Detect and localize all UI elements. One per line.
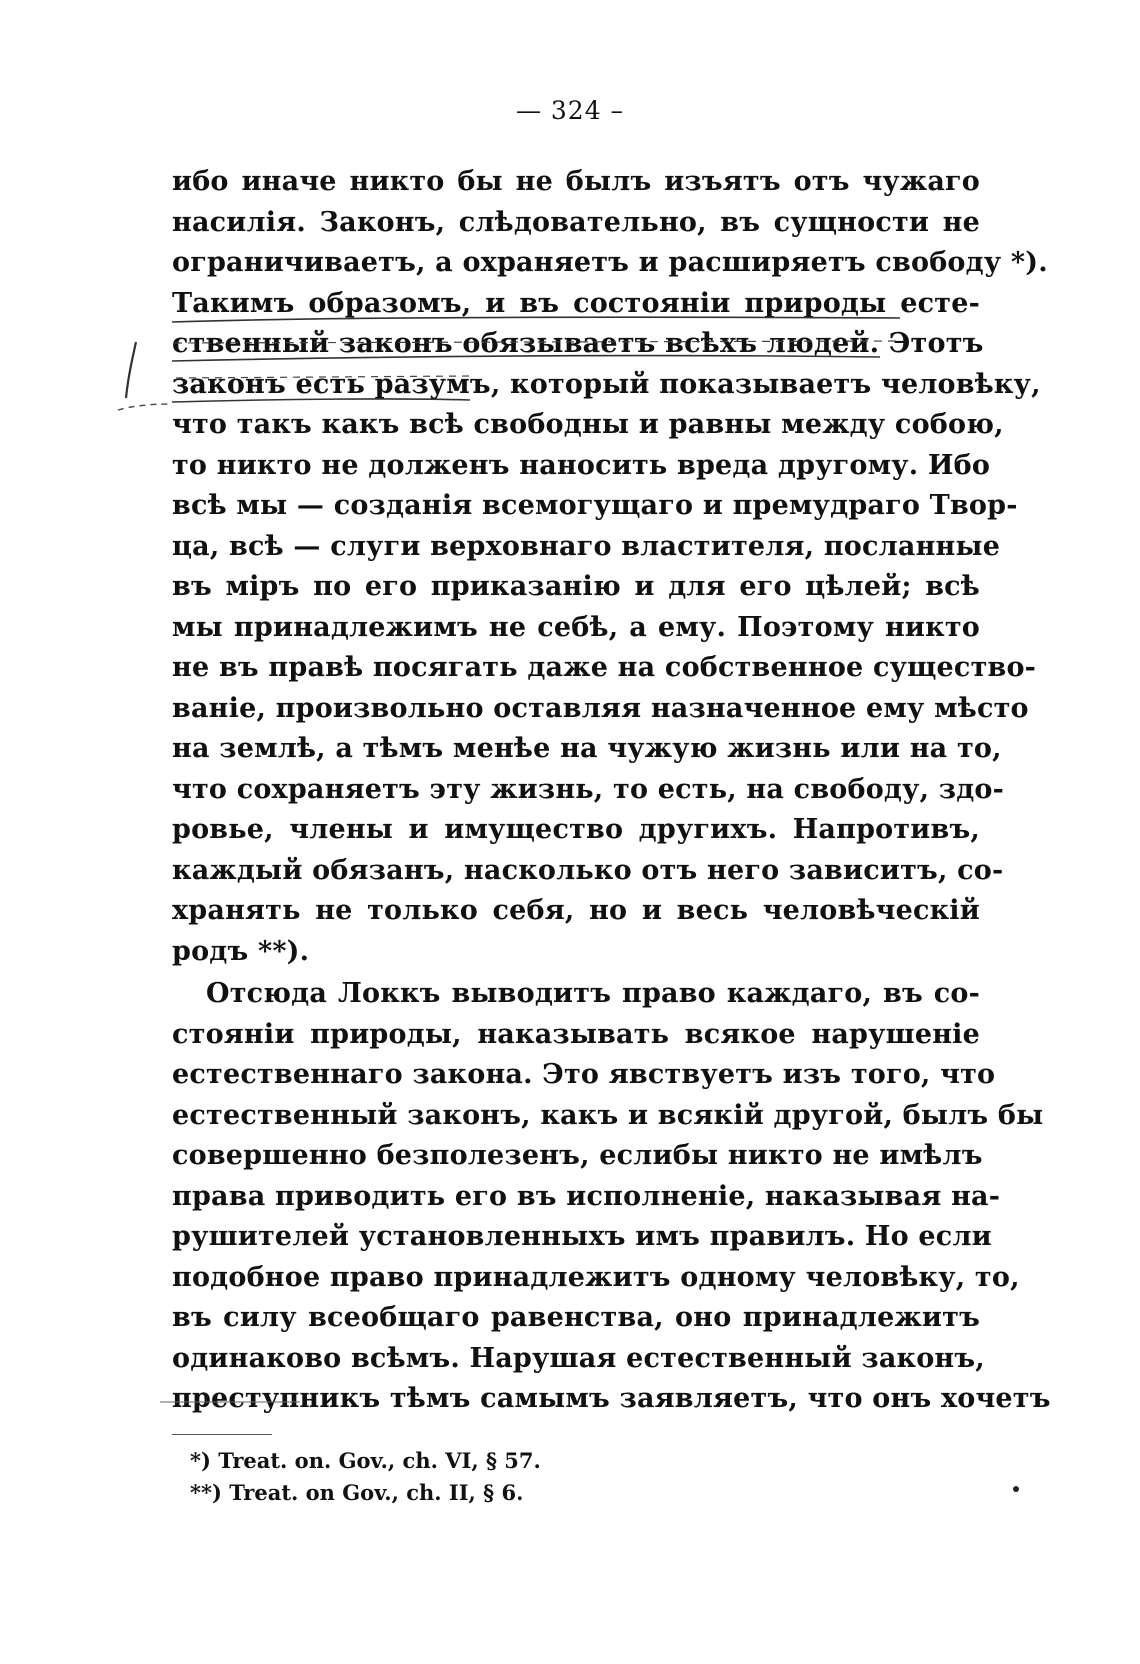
text-line: стояніи природы, наказывать всякое нарушеніе	[172, 1018, 980, 1050]
text-line: права приводить его въ исполненіе, наказывая на-	[172, 1180, 1001, 1212]
text-line: законъ есть разумъ, который показываетъ человѣку,	[172, 368, 1041, 400]
text-line: ца, всѣ — слуги верховнаго властителя, посланные	[172, 530, 1001, 562]
footnote-rule	[172, 1434, 272, 1435]
text-line: всѣ мы — созданія всемогущаго и премудраго Твор-	[172, 490, 1018, 521]
margin-tail	[118, 404, 172, 410]
text-line: ровье, члены и имущество другихъ. Напротивъ,	[172, 814, 980, 845]
text-line: не въ правѣ посягать даже на собственное существо-	[172, 652, 1037, 683]
footnote: *) Treat. on. Gov., ch. VI, § 57.	[190, 1448, 541, 1473]
text-line: рушителей установленныхъ имъ правилъ. Но если	[172, 1221, 992, 1252]
text-line: ибо иначе никто бы не былъ изъятъ отъ чужаго	[172, 166, 980, 197]
text-line: Отсюда Локкъ выводитъ право каждаго, въ со-	[206, 978, 980, 1009]
text-line: что сохраняетъ эту жизнь, то есть, на свободу, здо-	[172, 773, 1005, 805]
text-line: ваніе, произвольно оставляя назначенное ему мѣсто	[172, 692, 1029, 724]
body-text	[172, 162, 1051, 1420]
text-line: на землѣ, а тѣмъ менѣе на чужую жизнь или на то,	[172, 733, 1002, 764]
text-line: то никто не долженъ наносить вреда другому. Ибо	[172, 449, 991, 481]
text-line: въ міръ по его приказанію и для его цѣлей; всѣ	[172, 571, 980, 602]
stray-dot	[1013, 1486, 1019, 1492]
text-line: въ силу всеобщаго равенства, оно принадлежитъ	[172, 1302, 980, 1333]
text-line: преступникъ тѣмъ самымъ заявляетъ, что онъ хочетъ	[172, 1383, 1051, 1414]
text-line: подобное право принадлежитъ одному человѣку, то,	[172, 1261, 1020, 1293]
footnote: **) Treat. on Gov., ch. II, § 6.	[190, 1480, 524, 1505]
footnotes	[190, 1445, 541, 1509]
page-number: — 324 –	[515, 96, 625, 125]
text-line: совершенно безполезенъ, еслибы никто не имѣлъ	[172, 1140, 983, 1171]
text-line: ственный законъ обязываетъ всѣхъ людей. Этотъ	[172, 328, 984, 359]
text-line: что такъ какъ всѣ свободны и равны между собою,	[172, 409, 1004, 440]
text-line: родъ **).	[172, 935, 310, 967]
text-line: хранять не только себя, но и весь человѣческій	[172, 895, 980, 926]
margin-mark	[126, 342, 136, 398]
text-line: Такимъ образомъ, и въ состояніи природы есте-	[172, 287, 980, 319]
text-line: одинаково всѣмъ. Нарушая естественный законъ,	[172, 1342, 985, 1374]
text-line: каждый обязанъ, насколько отъ него зависитъ, со-	[172, 854, 1004, 886]
text-line: мы принадлежимъ не себѣ, а ему. Поэтому никто	[172, 611, 980, 643]
text-line: естественный законъ, какъ и всякій другой, былъ бы	[172, 1099, 1044, 1131]
text-line: естественнаго закона. Это явствуетъ изъ того, что	[172, 1059, 996, 1090]
text-line: насилія. Законъ, слѣдовательно, въ сущности не	[172, 206, 980, 238]
text-line: ограничиваетъ, а охраняетъ и расширяетъ свободу *).	[172, 247, 1048, 278]
